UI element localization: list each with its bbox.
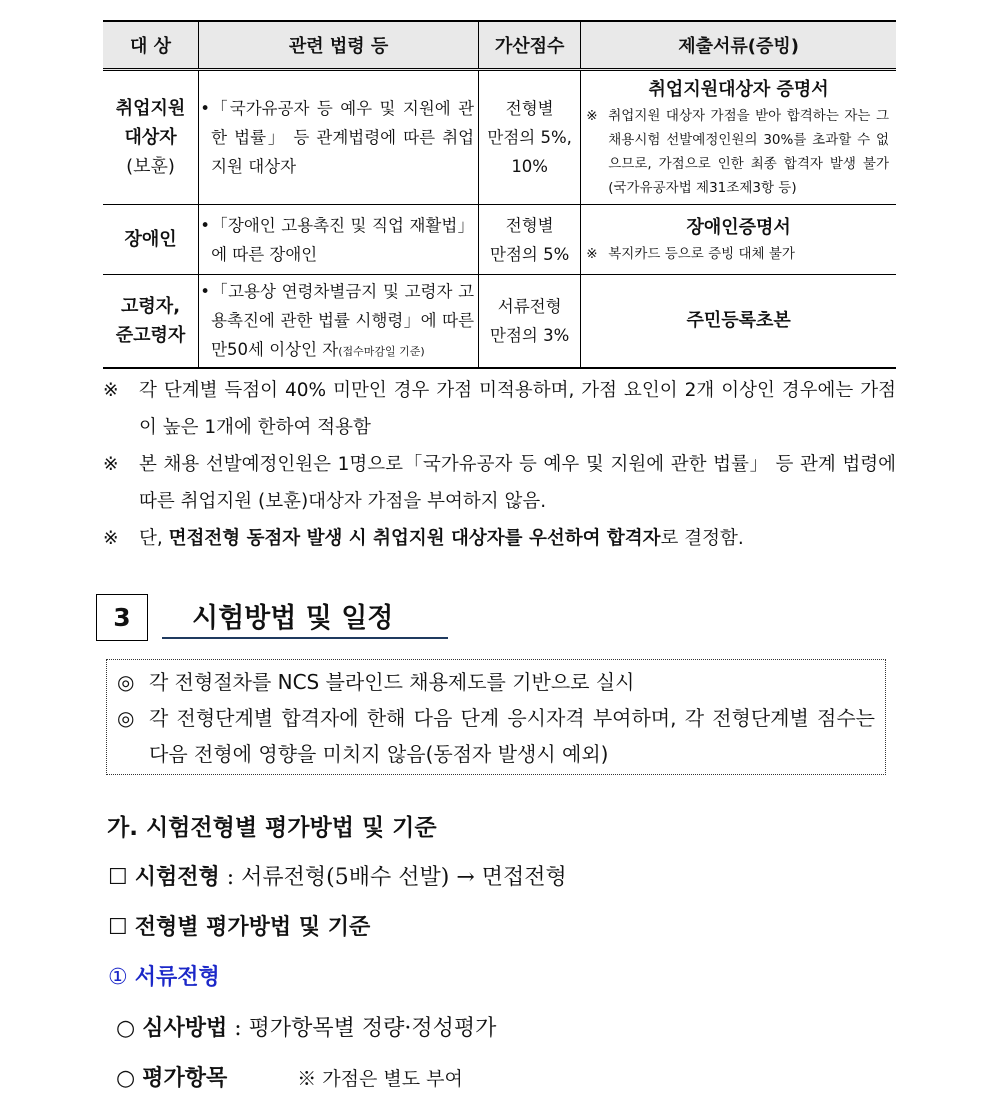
info-line: ◎ 각 전형절차를 NCS 블라인드 채용제도를 기반으로 실시 [117,664,875,700]
circle-icon: ○ [116,1016,136,1041]
circled-number: ① [108,965,128,990]
section-title: 시험방법 및 일정 [162,594,448,639]
exam-stages-line: ☐ 시험전형 : 서류전형(5배수 선발) → 면접전형 [108,865,567,890]
table-header-row [103,21,896,70]
bullet: • [200,99,210,118]
subsection-heading: 가. 시험전형별 평가방법 및 기준 [107,815,437,841]
note-item: ※ 단, 면접전형 동점자 발생 시 취업지원 대상자를 우선하여 합격자로 결정함. [103,528,744,549]
section-number: 3 [96,594,148,641]
bullet: • [200,215,210,235]
checkbox-icon: ☐ [108,915,128,940]
circle-icon: ○ [116,1066,136,1091]
header-target: 대 상 [103,21,199,70]
double-circle-icon: ◎ [117,706,135,730]
law-cell: • 「고용상 연령차별금지 및 고령자 고용촉진에 관한 법률 시행령」에 따른 만50세 이상인 자(접수마감일 기준) [199,275,479,369]
info-box [106,659,886,775]
document-screening-heading: ① 서류전형 [108,965,220,990]
documents-cell: 취업지원대상자 증명서 ※ 취업지원 대상자 가점을 받아 합격하는 자는 그 채용시험 선발예정인원의 30%를 초과할 수 없으므로, 가점으로 인한 최종 합격자 발생 불가(국가유공자법 제31조제3항 등) [581,70,896,205]
points-cell: 전형별 만점의 5%, 10% [479,70,581,205]
header-documents: 제출서류(증빙) [581,21,896,70]
double-circle-icon: ◎ [117,670,135,694]
info-line: ◎ 각 전형단계별 합격자에 한해 다음 단계 응시자격 부여하며, 각 전형단계별 점수는 다음 전형에 영향을 미치지 않음(동점자 발생시 예외) [117,700,875,772]
table-row [103,275,896,369]
bonus-points-table [103,20,896,369]
table-row [103,70,896,205]
table-row [103,205,896,275]
target-cell: 고령자, 준고령자 [103,275,199,369]
header-law: 관련 법령 등 [199,21,479,70]
target-cell: 취업지원 대상자 (보훈) [103,70,199,205]
law-cell: • 「국가유공자 등 예우 및 지원에 관한 법률」 등 관계법령에 따른 취업지원 대상자 [199,70,479,205]
bullet: • [200,281,210,301]
header-points: 가산점수 [479,21,581,70]
note-item: ※ 각 단계별 득점이 40% 미만인 경우 가점 미적용하며, 가점 요인이 2개 이상인 경우에는 가점이 높은 1개에 한하여 적용함 [103,380,896,438]
target-cell: 장애인 [103,205,199,275]
note-item: ※ 본 채용 선발예정인원은 1명으로「국가유공자 등 예우 및 지원에 관한 법률」 등 관계 법령에 따른 취업지원 (보훈)대상자 가점을 부여하지 않음. [103,454,896,512]
items-line: ○ 평가항목 ※ 가점은 별도 부여 [116,1065,463,1091]
checkbox-icon: ☐ [108,865,128,890]
method-line: ○ 심사방법 : 평가항목별 정량·정성평가 [116,1015,497,1041]
points-cell: 서류전형 만점의 3% [479,275,581,369]
documents-cell: 주민등록초본 [581,275,896,369]
criteria-line: ☐ 전형별 평가방법 및 기준 [108,915,371,940]
documents-cell: 장애인증명서 ※ 복지카드 등으로 증빙 대체 불가 [581,205,896,275]
points-cell: 전형별 만점의 5% [479,205,581,275]
law-cell: • 「장애인 고용촉진 및 직업 재활법」에 따른 장애인 [199,205,479,275]
table-notes [103,372,896,557]
